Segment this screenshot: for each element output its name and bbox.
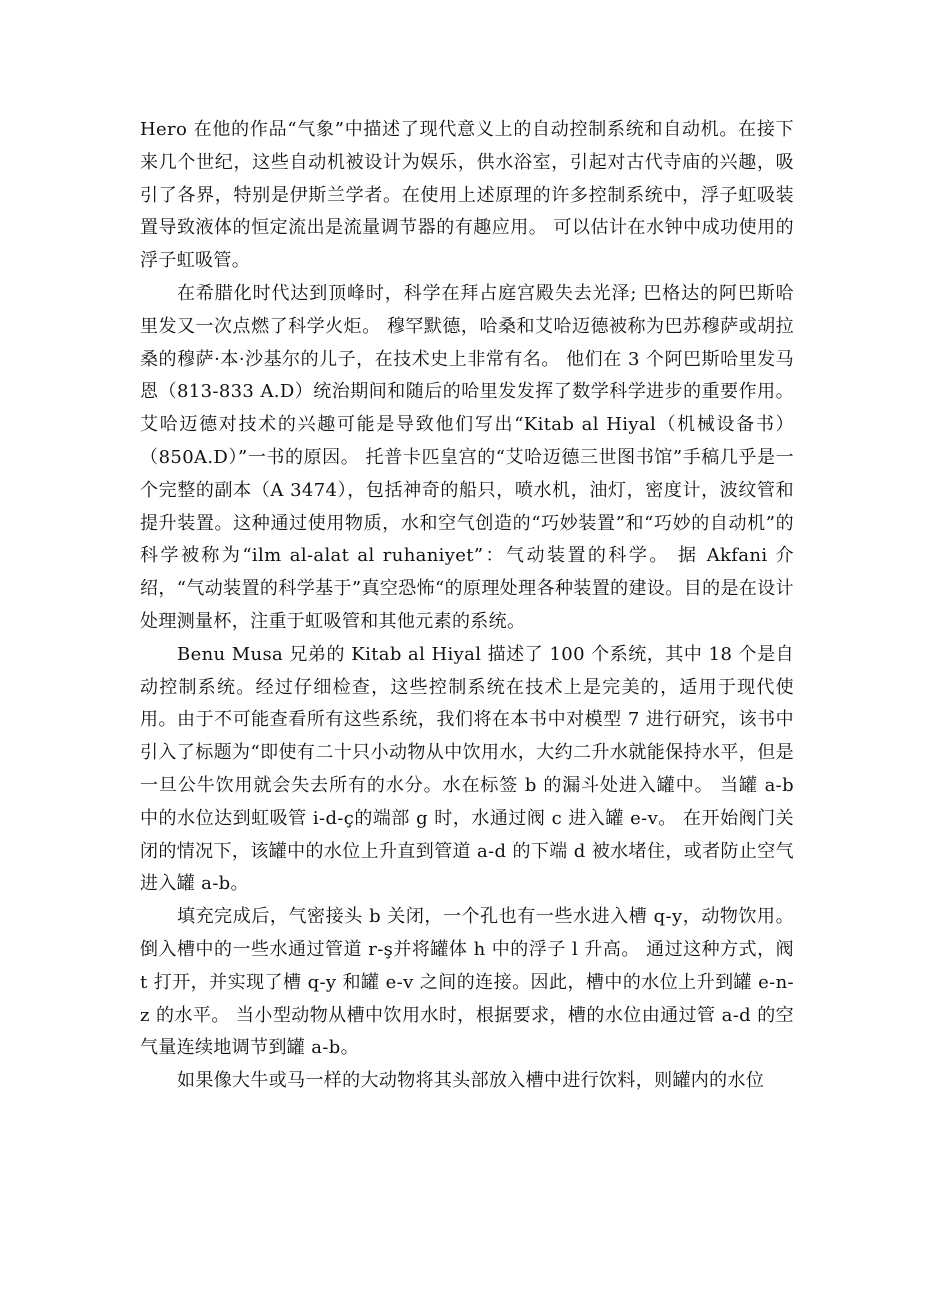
document-body: [140, 114, 794, 1098]
paragraph-large-animal-drinking: 如果像大牛或马一样的大动物将其头部放入槽中进行饮料，则罐内的水位: [177, 1070, 765, 1092]
paragraph-banu-musa-history: 在希腊化时代达到顶峰时，科学在拜占庭宫殿失去光泽; 巴格达的阿巴斯哈里发又一次点燃了科学火炬。 穆罕默德，哈桑和艾哈迈德被称为巴苏穆萨或胡拉桑的穆萨·本·沙基尔的儿子，在技术史上非常有名。 他们在 3 个阿巴斯哈里发马恩（813-833 A.D）统治期间和随后的哈里发发挥了数学科学进步的重要作用。艾哈迈德对技术的兴趣可能是导致他们写出“Kitab al Hiyal（机械设备书）（850A.D）”一书的原因。 托普卡匹皇宫的“艾哈迈德三世图书馆”手稿几乎是一个完整的副本（A 3474），包括神奇的船只，喷水机，油灯，密度计，波纹管和提升装置。这种通过使用物质，水和空气创造的“巧妙装置”和“巧妙的自动机”的科学被称为“ilm al-alat al ruhaniyet”：气动装置的科学。 据 Akfani 介绍，“气动装置的科学基于”真空恐怖“的原理处理各种装置的建设。目的是在设计处理测量杯，注重于虹吸管和其他元素的系统。: [140, 282, 794, 632]
paragraph-trough-filling: 填充完成后，气密接头 b 关闭，一个孔也有一些水进入槽 q-y，动物饮用。倒入槽中的一些水通过管道 r-ş并将罐体 h 中的浮子 l 升高。 通过这种方式，阀 t 打开，并实现了槽 q-y 和罐 e-v 之间的连接。因此，槽中的水位上升到罐 e-n-z 的水平。 当小型动物从槽中饮用水时，根据要求，槽的水位由通过管 a-d 的空气量连续地调节到罐 a-b。: [140, 906, 794, 1059]
paragraph-hero-automata: Hero 在他的作品“气象”中描述了现代意义上的自动控制系统和自动机。在接下来几个世纪，这些自动机被设计为娱乐，供水浴室，引起对古代寺庙的兴趣，吸引了各界，特别是伊斯兰学者。在使用上述原理的许多控制系统中，浮子虹吸装置导致液体的恒定流出是流量调节器的有趣应用。 可以估计在水钟中成功使用的浮子虹吸管。: [140, 119, 794, 272]
paragraph-kitab-al-hiyal-systems: Benu Musa 兄弟的 Kitab al Hiyal 描述了 100 个系统，其中 18 个是自动控制系统。经过仔细检查，这些控制系统在技术上是完美的，适用于现代使用。由于不可能查看所有这些系统，我们将在本书中对模型 7 进行研究，该书中引入了标题为“即使有二十只小动物从中饮用水，大约二升水就能保持水平，但是一旦公牛饮用就会失去所有的水分。水在标签 b 的漏斗处进入罐中。 当罐 a-b 中的水位达到虹吸管 i-d-ç的端部 g 时，水通过阀 c 进入罐 e-v。 在开始阀门关闭的情况下，该罐中的水位上升直到管道 a-d 的下端 d 被水堵住，或者防止空气进入罐 a-b。: [140, 643, 794, 895]
